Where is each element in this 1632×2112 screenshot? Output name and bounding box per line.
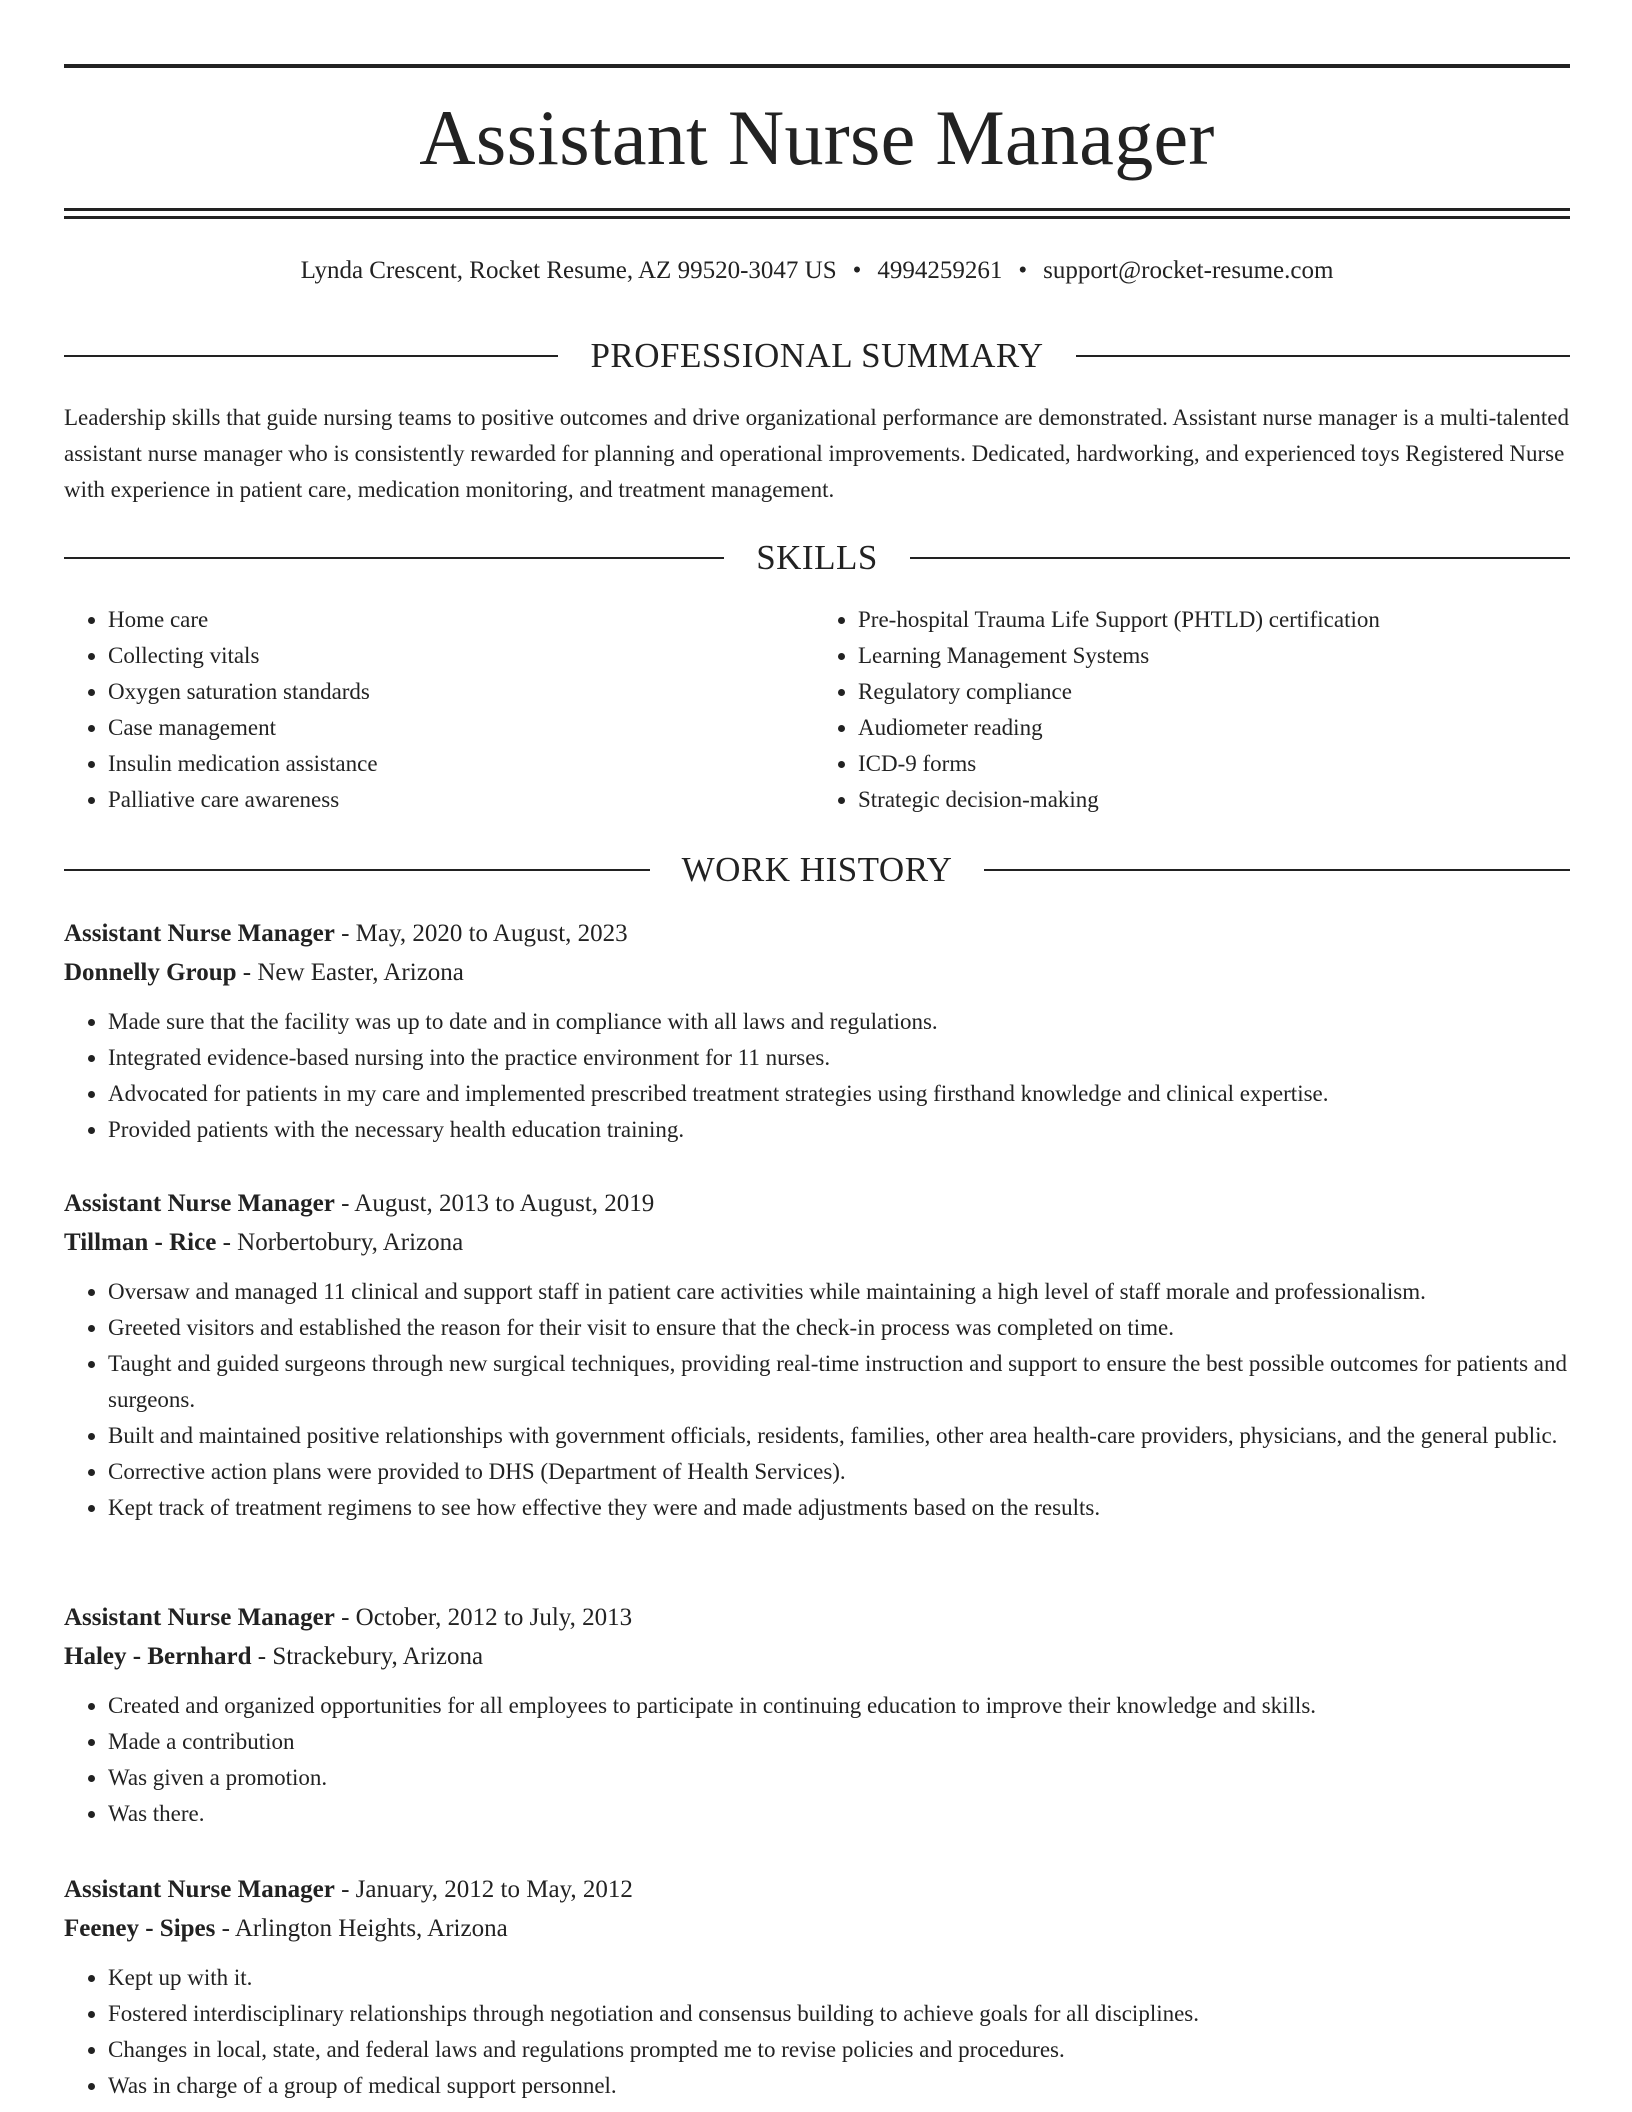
contact-email: support@rocket-resume.com: [1043, 257, 1334, 284]
title-rule-upper: [64, 208, 1570, 211]
skill-item: • Insulin medication assistance: [108, 746, 808, 782]
job-bullet: • Was in charge of a group of medical support personnel.: [108, 2068, 1570, 2104]
skill-item: • Collecting vitals: [108, 638, 808, 674]
job-company-line: [64, 953, 1570, 992]
job-dates: - October, 2012 to July, 2013: [334, 1604, 633, 1631]
job-company: Haley - Bernhard: [64, 1643, 252, 1670]
job-bullet: • Integrated evidence-based nursing into the practice environment for 11 nurses.: [108, 1040, 1570, 1076]
job-company-line: [64, 1637, 1570, 1676]
contact-separator: •: [852, 257, 862, 284]
job-title: Assistant Nurse Manager: [64, 1876, 335, 1903]
job-company: Tillman - Rice: [64, 1229, 217, 1256]
skills-column-left: [64, 602, 808, 818]
contact-phone: 4994259261: [877, 257, 1003, 284]
job-bullet: • Changes in local, state, and federal laws and regulations prompted me to revise policies and procedures.: [108, 2032, 1570, 2068]
job-bullet: • Fostered interdisciplinary relationships through negotiation and consensus building to achieve goals for all disciplines.: [108, 1996, 1570, 2032]
heading-rule: [64, 557, 724, 559]
job-location: - New Easter, Arizona: [236, 959, 464, 986]
section-heading-label: WORK HISTORY: [681, 850, 953, 889]
section-heading-summary: [64, 334, 1570, 378]
job-bullet: • Made sure that the facility was up to date and in compliance with all laws and regulations.: [108, 1004, 1570, 1040]
skill-item: • Learning Management Systems: [858, 638, 1558, 674]
job-company: Feeney - Sipes: [64, 1915, 216, 1942]
skill-item: • Oxygen saturation standards: [108, 674, 808, 710]
job-bullet: • Kept track of treatment regimens to see how effective they were and made adjustments based on the results.: [108, 1490, 1570, 1526]
heading-rule: [1076, 355, 1570, 357]
job-dates: - August, 2013 to August, 2019: [334, 1190, 655, 1217]
job-bullet: • Provided patients with the necessary health education training.: [108, 1112, 1570, 1148]
skill-item: • Case management: [108, 710, 808, 746]
job-title-line: [64, 1184, 1570, 1223]
job-bullets: [64, 1960, 1570, 2104]
job-title-line: [64, 1598, 1570, 1637]
top-rule: [64, 64, 1570, 68]
job-entry: [64, 1184, 1570, 1526]
heading-rule: [64, 355, 558, 357]
professional-summary: Leadership skills that guide nursing teams to positive outcomes and drive organizational performance are demonstrated. Assistant nurse manager is a multi-talented assistant nurse manager who is consistently rewarded for planning and operational improvements. Dedicated, hardworking, and experienced toys Registered Nurse with experience in patient care, medication monitoring, and treatment management.: [64, 405, 1570, 502]
job-bullet: • Made a contribution: [108, 1724, 1570, 1760]
job-dates: - January, 2012 to May, 2012: [334, 1876, 633, 1903]
skill-item: • ICD-9 forms: [858, 746, 1558, 782]
section-heading-label: PROFESSIONAL SUMMARY: [590, 336, 1044, 375]
job-entry: [64, 914, 1570, 1148]
skills-column-right: [808, 602, 1558, 818]
job-title-line: [64, 914, 1570, 953]
job-title: Assistant Nurse Manager: [64, 1190, 335, 1217]
section-heading-label: SKILLS: [756, 538, 878, 577]
section-heading-work-history: [64, 848, 1570, 892]
job-location: - Arlington Heights, Arizona: [215, 1915, 508, 1942]
skill-item: • Pre-hospital Trauma Life Support (PHTLD) certification: [858, 602, 1558, 638]
job-bullet: • Greeted visitors and established the reason for their visit to ensure that the check-in process was completed on time.: [108, 1310, 1570, 1346]
job-title: Assistant Nurse Manager: [64, 1604, 335, 1631]
section-heading-skills: [64, 536, 1570, 580]
skill-item: • Audiometer reading: [858, 710, 1558, 746]
heading-rule: [64, 869, 650, 871]
skill-item: • Home care: [108, 602, 808, 638]
job-bullet: • Was there.: [108, 1796, 1570, 1832]
skill-item: • Palliative care awareness: [108, 782, 808, 818]
job-location: - Norbertobury, Arizona: [216, 1229, 464, 1256]
title-rule-lower: [64, 216, 1570, 219]
job-bullets: [64, 1688, 1570, 1832]
job-bullet: • Created and organized opportunities for all employees to participate in continuing education to improve their knowledge and skills.: [108, 1688, 1570, 1724]
job-dates: - May, 2020 to August, 2023: [334, 920, 628, 947]
contact-line: [64, 254, 1570, 288]
job-bullet: • Advocated for patients in my care and implemented prescribed treatment strategies using firsthand knowledge and clinical expertise.: [108, 1076, 1570, 1112]
job-company: Donnelly Group: [64, 959, 237, 986]
job-bullet: • Kept up with it.: [108, 1960, 1570, 1996]
job-company-line: [64, 1223, 1570, 1262]
job-title-line: [64, 1870, 1570, 1909]
job-bullet: • Was given a promotion.: [108, 1760, 1570, 1796]
job-bullet: • Built and maintained positive relationships with government officials, residents, families, other area health-care providers, physicians, and the general public.: [108, 1418, 1570, 1454]
heading-rule: [984, 869, 1570, 871]
skills-list: [64, 602, 1570, 818]
job-company-line: [64, 1909, 1570, 1948]
skill-item: • Regulatory compliance: [858, 674, 1558, 710]
job-bullets: [64, 1004, 1570, 1148]
skill-item: • Strategic decision-making: [858, 782, 1558, 818]
heading-rule: [910, 557, 1570, 559]
job-entry: [64, 1870, 1570, 2104]
job-bullet: • Oversaw and managed 11 clinical and support staff in patient care activities while maintaining a high level of staff morale and professionalism.: [108, 1274, 1570, 1310]
job-location: - Strackebury, Arizona: [251, 1643, 484, 1670]
job-bullet: • Corrective action plans were provided to DHS (Department of Health Services).: [108, 1454, 1570, 1490]
job-entry: [64, 1598, 1570, 1832]
job-bullets: [64, 1274, 1570, 1526]
job-title: Assistant Nurse Manager: [64, 920, 335, 947]
job-bullet: • Taught and guided surgeons through new surgical techniques, providing real-time instruction and support to ensure the best possible outcomes for patients and surgeons.: [108, 1346, 1570, 1418]
resume-title: Assistant Nurse Manager: [419, 94, 1215, 181]
contact-separator: •: [1018, 257, 1028, 284]
contact-address: Lynda Crescent, Rocket Resume, AZ 99520-3047 US: [300, 257, 837, 284]
